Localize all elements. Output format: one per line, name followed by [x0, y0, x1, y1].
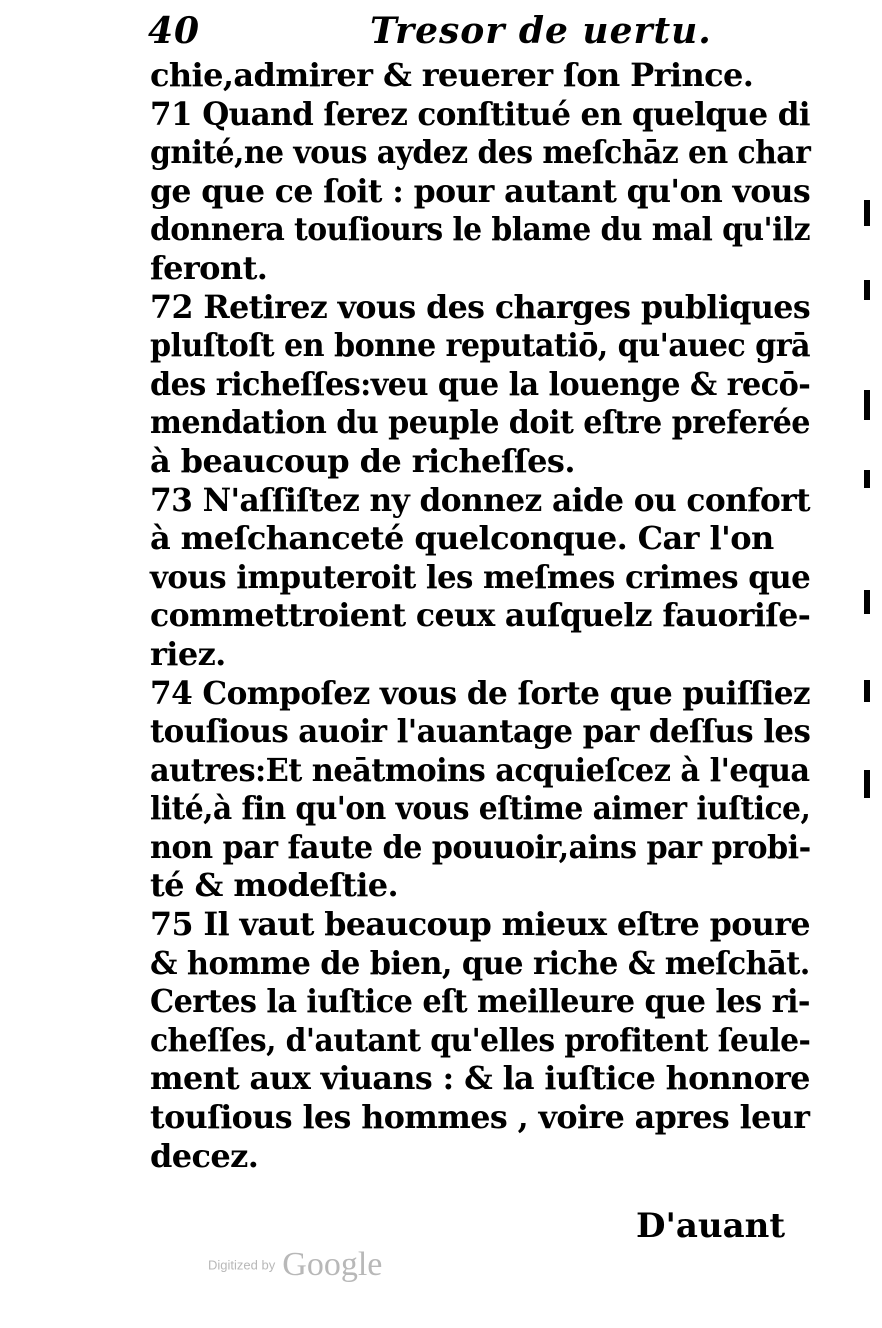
text-line: gnité,ne vous aydez des meſchāz en char — [150, 133, 811, 172]
text-line: 72 Retirez vous des charges publiques — [150, 287, 811, 326]
edge-mark — [864, 680, 870, 702]
edge-mark — [864, 390, 870, 420]
text-line: decez. — [150, 1136, 259, 1175]
running-title: Tresor de uertu. — [370, 10, 712, 52]
text-line: pluſtoſt en bonne reputatiō, qu'auec grā — [150, 326, 811, 365]
catchword: D'auant — [636, 1206, 786, 1246]
text-line: Certes la iuſtice eſt meilleure que les ri- — [150, 982, 810, 1021]
text-line: des richeſſes:veu que la louenge & recō- — [150, 364, 811, 403]
edge-mark — [864, 590, 870, 614]
text-line: commettroient ceux auſquelz fauoriſe- — [150, 596, 811, 635]
digitization-watermark — [208, 1246, 382, 1284]
edge-mark — [864, 280, 870, 300]
text-line: 71 Quand ſerez conſtitué en quelque di — [150, 94, 811, 133]
page-edge-shadow — [860, 170, 882, 870]
text-line: 73 N'aſſiſtez ny donnez aide ou confort — [150, 480, 811, 519]
text-line: touſious auoir l'auantage par deſſus les — [150, 712, 811, 751]
edge-mark — [864, 470, 870, 488]
text-line: touſious les hommes , voire apres leur — [150, 1098, 810, 1137]
text-line: 74 Compoſez vous de ſorte que puiſſiez — [150, 673, 811, 712]
text-line: autres:Et neātmoins acquieſcez à l'equa — [150, 750, 810, 789]
text-line: feront. — [150, 248, 268, 287]
text-line: té & modeſtie. — [150, 866, 399, 905]
text-line: ment aux viuans : & la iuſtice honnore — [150, 1059, 810, 1098]
text-line: 75 Il vaut beaucoup mieux eſtre poure — [150, 905, 810, 944]
body-text — [150, 56, 810, 1175]
watermark-prefix: Digitized by — [208, 1257, 276, 1273]
text-line: non par faute de pouuoir,ains par probi- — [150, 827, 811, 866]
edge-mark — [864, 770, 870, 798]
watermark-brand: Google — [282, 1246, 383, 1283]
text-line: à meſchanceté quelconque. Car l'on — [150, 519, 774, 558]
page-number: 40 — [148, 10, 201, 52]
text-line: à beaucoup de richeſſes. — [150, 441, 575, 480]
text-line: & homme de bien, que riche & meſchāt. — [150, 943, 810, 982]
text-line: ge que ce ſoit : pour autant qu'on vous — [150, 171, 811, 210]
text-line: vous imputeroit les meſmes crimes que — [150, 557, 811, 596]
text-line: cheſſes, d'autant qu'elles profitent ſeule- — [150, 1020, 811, 1059]
text-line: riez. — [150, 634, 226, 673]
text-line: chie,admirer & reuerer ſon Prince. — [150, 56, 754, 94]
text-line: mendation du peuple doit eſtre preferée — [150, 403, 810, 442]
text-line: lité,à fin qu'on vous eſtime aimer iuſtice, — [150, 789, 811, 828]
text-line: donnera touſiours le blame du mal qu'ilz — [150, 210, 811, 249]
edge-mark — [864, 200, 870, 226]
page-header — [140, 10, 712, 56]
